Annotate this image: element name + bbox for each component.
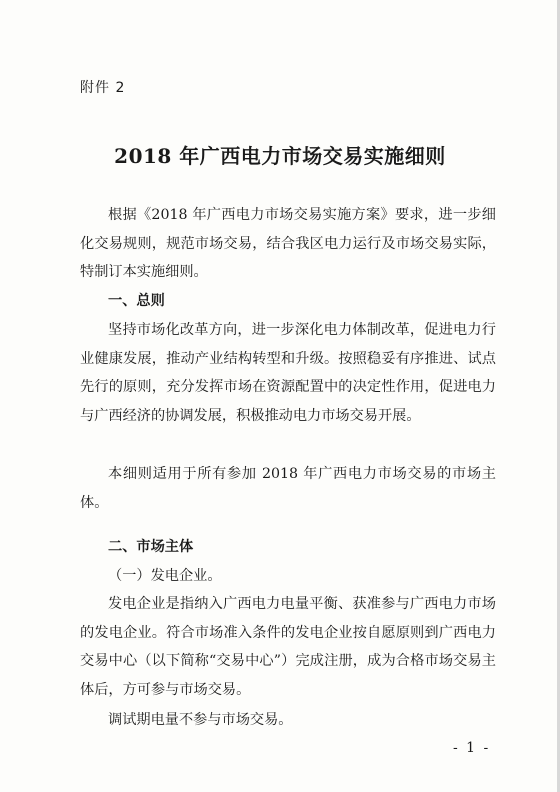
document-title: 2018 年广西电力市场交易实施细则 bbox=[114, 144, 446, 168]
section-heading-general: 一、总则 bbox=[108, 293, 165, 309]
section-heading-market-entities: 二、市场主体 bbox=[108, 539, 194, 555]
intro-paragraph: 根据《2018 年广西电力市场交易实施方案》要求，进一步细化交易规则，规范市场交易，结合我区电力运行及市场交易实际，特制订本实施细则。 bbox=[80, 207, 496, 281]
attachment-label: 附件 2 bbox=[80, 80, 126, 96]
subheading-power-generators: （一）发电企业。 bbox=[108, 568, 222, 584]
generators-paragraph: 发电企业是指纳入广西电力电量平衡、获准参与广西电力市场的发电企业。符合市场准入条件的发电企业按自愿原则到广西电力交易中心（以下简称“交易中心”）完成注册，成为合格市场交易主体后，方可参与市场交易。 bbox=[80, 596, 496, 698]
general-paragraph: 坚持市场化改革方向，进一步深化电力体制改革，促进电力行业健康发展，推动产业结构转型和升级。按照稳妥有序推进、试点先行的原则，充分发挥市场在资源配置中的决定性作用，促进电力与广西经济的协调发展，积极推动电力市场交易开展。 bbox=[80, 322, 496, 424]
page-number: - 1 - bbox=[453, 740, 491, 756]
scope-paragraph: 本细则适用于所有参加 2018 年广西电力市场交易的市场主体。 bbox=[80, 466, 496, 511]
debug-period-paragraph: 调试期电量不参与市场交易。 bbox=[108, 712, 293, 728]
